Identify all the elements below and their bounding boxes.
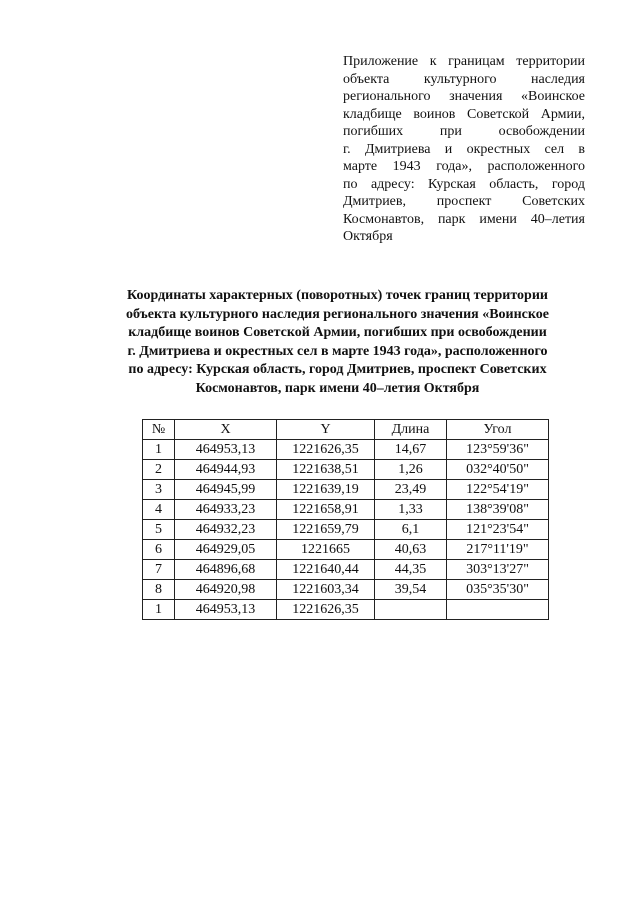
table-row — [143, 520, 549, 540]
appendix-line: Приложение к границам территории — [343, 54, 585, 69]
cell-y: 1221626,35 — [277, 440, 375, 460]
appendix-line: регионального значения «Воинское — [343, 89, 585, 104]
appendix-line: кладбище воинов Советской Армии, — [343, 106, 585, 122]
title-line: кладбище воинов Советской Армии, погибших при освобождении — [128, 325, 547, 341]
cell-length: 39,54 — [375, 580, 447, 600]
table-row — [143, 600, 549, 620]
cell-x: 464953,13 — [175, 440, 277, 460]
cell-number: 4 — [143, 500, 175, 520]
cell-x: 464953,13 — [175, 600, 277, 620]
cell-x: 464932,23 — [175, 520, 277, 540]
table-row — [143, 500, 549, 520]
cell-length: 23,49 — [375, 480, 447, 500]
cell-y: 1221658,91 — [277, 500, 375, 520]
cell-x: 464933,23 — [175, 500, 277, 520]
cell-angle — [447, 600, 549, 620]
cell-y: 1221603,34 — [277, 580, 375, 600]
header-length: Длина — [375, 420, 447, 440]
cell-y: 1221659,79 — [277, 520, 375, 540]
cell-y: 1221665 — [277, 540, 375, 560]
cell-x: 464920,98 — [175, 580, 277, 600]
cell-number: 1 — [143, 600, 175, 620]
cell-y: 1221626,35 — [277, 600, 375, 620]
cell-x: 464945,99 — [175, 480, 277, 500]
cell-angle: 121°23'54" — [447, 520, 549, 540]
cell-x: 464896,68 — [175, 560, 277, 580]
appendix-line: объекта культурного наследия — [343, 71, 585, 87]
coordinates-table — [142, 419, 549, 620]
appendix-note — [343, 53, 585, 246]
table-row — [143, 440, 549, 460]
cell-y: 1221639,19 — [277, 480, 375, 500]
cell-number: 6 — [143, 540, 175, 560]
appendix-line: по адресу: Курская область, город — [343, 176, 585, 192]
table-row — [143, 480, 549, 500]
cell-length: 44,35 — [375, 560, 447, 580]
table-row — [143, 460, 549, 480]
cell-number: 2 — [143, 460, 175, 480]
table-row — [143, 580, 549, 600]
cell-y: 1221640,44 — [277, 560, 375, 580]
cell-angle: 123°59'36" — [447, 440, 549, 460]
cell-length: 14,67 — [375, 440, 447, 460]
table-row — [143, 560, 549, 580]
appendix-line: г. Дмитриева и окрестных сел в — [343, 141, 585, 157]
appendix-line: Октября — [343, 229, 393, 244]
cell-length: 1,33 — [375, 500, 447, 520]
header-number: № — [143, 420, 175, 440]
cell-angle: 303°13'27" — [447, 560, 549, 580]
header-angle: Угол — [447, 420, 549, 440]
title-line: г. Дмитриева и окрестных сел в марте 1943 года», расположенного — [127, 343, 548, 359]
table-header-row — [143, 420, 549, 440]
appendix-line: марте 1943 года», расположенного — [343, 159, 585, 174]
cell-angle: 217°11'19" — [447, 540, 549, 560]
document-title — [100, 287, 575, 399]
cell-angle: 032°40'50" — [447, 460, 549, 480]
cell-y: 1221638,51 — [277, 460, 375, 480]
title-line: объекта культурного наследия регионального значения «Воинское — [125, 306, 549, 322]
cell-number: 7 — [143, 560, 175, 580]
appendix-line: Космонавтов, парк имени 40–летия — [343, 211, 585, 227]
cell-x: 464929,05 — [175, 540, 277, 560]
appendix-line: Дмитриев, проспект Советских — [343, 194, 585, 209]
title-line: по адресу: Курская область, город Дмитриев, проспект Советских — [128, 362, 547, 378]
cell-length: 1,26 — [375, 460, 447, 480]
cell-x: 464944,93 — [175, 460, 277, 480]
title-line: Координаты характерных (поворотных) точек границ территории — [127, 288, 548, 303]
cell-angle: 035°35'30" — [447, 580, 549, 600]
header-x: X — [175, 420, 277, 440]
cell-number: 1 — [143, 440, 175, 460]
cell-number: 8 — [143, 580, 175, 600]
header-y: Y — [277, 420, 375, 440]
cell-number: 3 — [143, 480, 175, 500]
cell-angle: 122°54'19" — [447, 480, 549, 500]
table-row — [143, 540, 549, 560]
cell-length — [375, 600, 447, 620]
cell-length: 6,1 — [375, 520, 447, 540]
cell-angle: 138°39'08" — [447, 500, 549, 520]
cell-number: 5 — [143, 520, 175, 540]
cell-length: 40,63 — [375, 540, 447, 560]
title-line: Космонавтов, парк имени 40–летия Октября — [195, 380, 480, 396]
appendix-line: погибших при освобождении — [343, 124, 585, 139]
